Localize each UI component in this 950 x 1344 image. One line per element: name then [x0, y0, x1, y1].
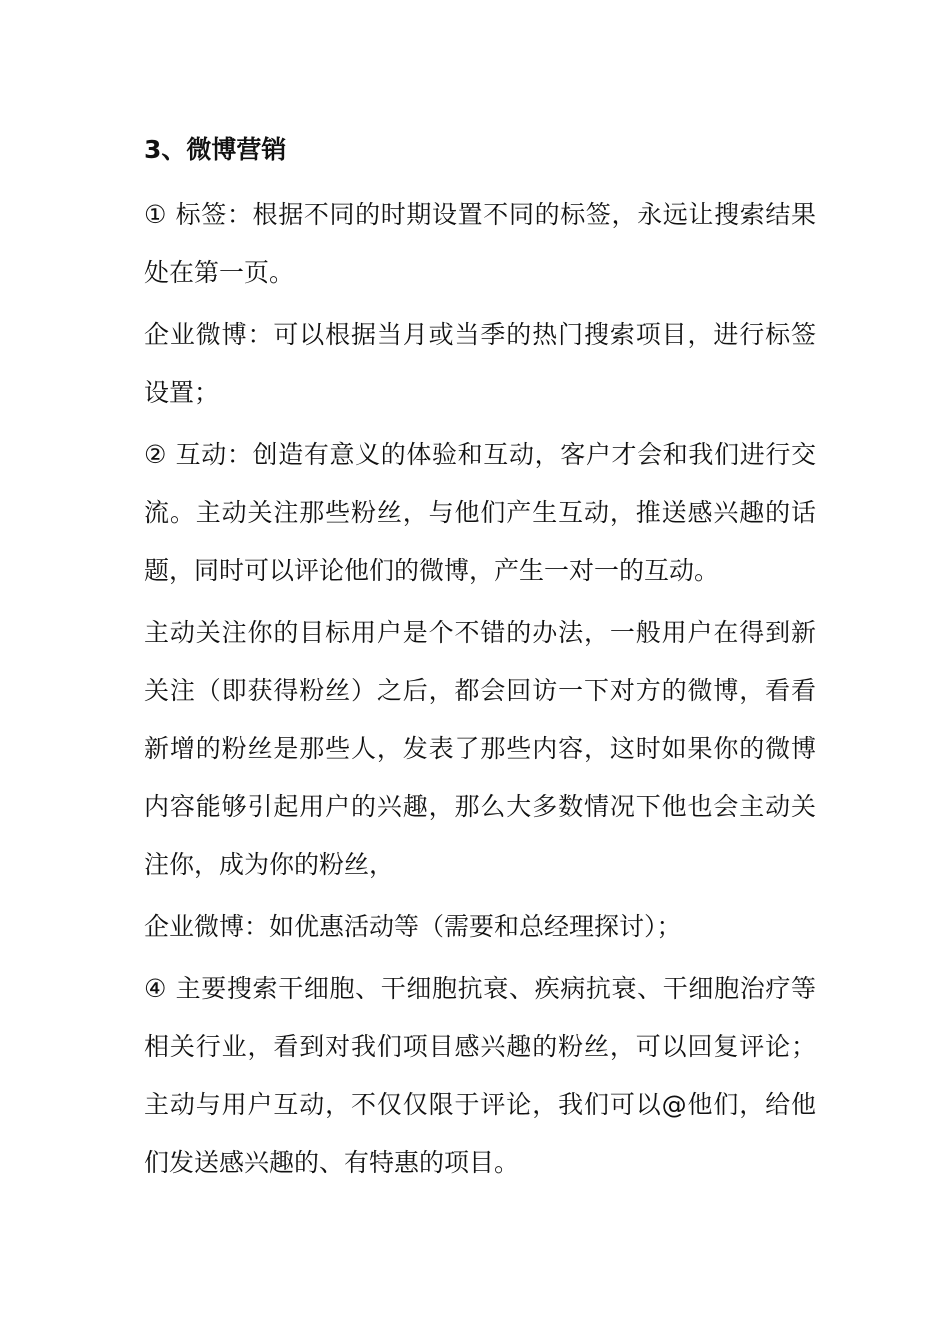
paragraph-interaction: ② 互动：创造有意义的体验和互动，客户才会和我们进行交流。主动关注那些粉丝，与他们产生互动，推送感兴趣的话题，同时可以评论他们的微博，产生一对一的互动。	[144, 440, 816, 585]
paragraph-tags: ① 标签：根据不同的时期设置不同的标签，永远让搜索结果处在第一页。	[144, 200, 816, 287]
document-body	[144, 128, 816, 1192]
paragraph-enterprise-promotions: 企业微博：如优惠活动等（需要和总经理探讨）；	[144, 912, 682, 941]
paragraph-search-keywords: ④ 主要搜索干细胞、干细胞抗衰、疾病抗衰、干细胞治疗等相关行业，看到对我们项目感兴趣的粉丝，可以回复评论；主动与用户互动，不仅仅限于评论，我们可以@他们，给他们发送感兴趣的、有特惠的项目。	[144, 974, 816, 1177]
paragraph-follow-users: 主动关注你的目标用户是个不错的办法，一般用户在得到新关注（即获得粉丝）之后，都会回访一下对方的微博，看看新增的粉丝是那些人，发表了那些内容，这时如果你的微博内容能够引起用户的兴趣，那么大多数情况下他也会主动关注你，成为你的粉丝，	[144, 618, 816, 879]
section-heading: 3、微博营销	[144, 135, 287, 164]
paragraph-enterprise-tags: 企业微博：可以根据当月或当季的热门搜索项目，进行标签设置；	[144, 320, 816, 407]
